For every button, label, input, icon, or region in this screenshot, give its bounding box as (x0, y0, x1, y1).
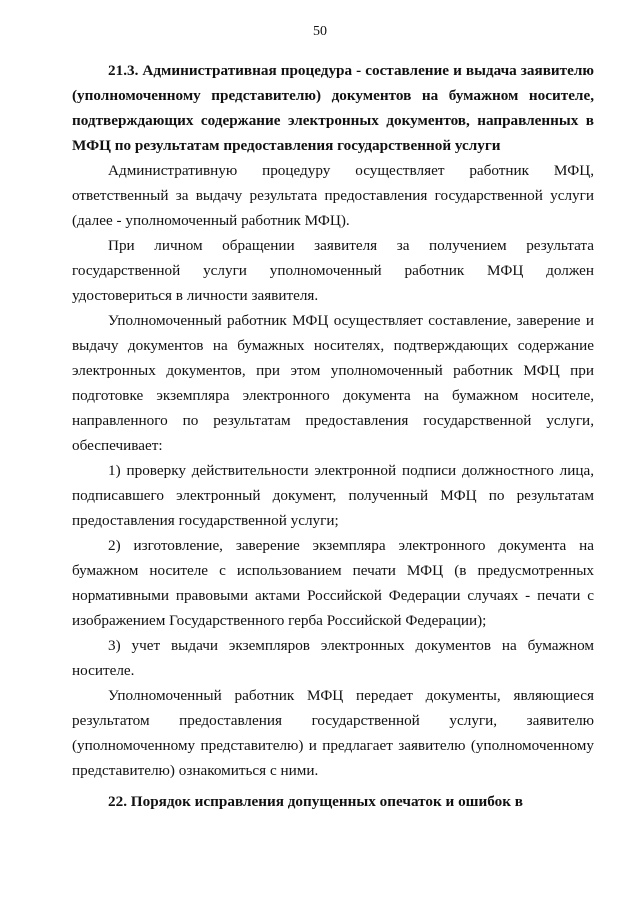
list-item-accounting: 3) учет выдачи экземпляров электронных документов на бумажном носителе. (72, 637, 594, 679)
list-item-certification: 2) изготовление, заверение экземпляра электронного документа на бумажном носителе с использованием печати МФЦ (в предусмотренных нормативными правовыми актами Российской Федерации случаях - печати с изображением Государственного герба Российской Федерации); (72, 537, 594, 629)
paragraph-identity-check: При личном обращении заявителя за получением результата государственной услуги уполномоченный работник МФЦ должен удостовериться в личности заявителя. (72, 237, 594, 304)
list-item-signature-check: 1) проверку действительности электронной подписи должностного лица, подписавшего электронный документ, полученный МФЦ по результатам предоставления государственной услуги; (72, 462, 594, 529)
paragraph-paper-copy-duties: Уполномоченный работник МФЦ осуществляет составление, заверение и выдачу документов на бумажных носителях, подтверждающих содержание электронных документов, при этом уполномоченный работник МФЦ при подготовке экземпляра электронного документа на бумажном носителе, направленного по результатам предоставления государственной услуги, обеспечивает: (72, 312, 594, 454)
paragraph-responsible-worker: Административную процедуру осуществляет работник МФЦ, ответственный за выдачу результата предоставления государственной услуги (далее - уполномоченный работник МФЦ). (72, 162, 594, 229)
next-section-heading: 22. Порядок исправления допущенных опечаток и ошибок в (108, 793, 523, 810)
section-heading: 21.3. Административная процедура - составление и выдача заявителю (уполномоченному представителю) документов на бумажном носителе, подтверждающих содержание электронных документов, направленных в МФЦ по результатам предоставления государственной услуги (72, 62, 594, 154)
document-body (72, 58, 594, 814)
paragraph-handover: Уполномоченный работник МФЦ передает документы, являющиеся результатом предоставления государственной услуги, заявителю (уполномоченному представителю) и предлагает заявителю (уполномоченному представителю) ознакомиться с ними. (72, 687, 594, 779)
page-number: 50 (313, 24, 327, 39)
